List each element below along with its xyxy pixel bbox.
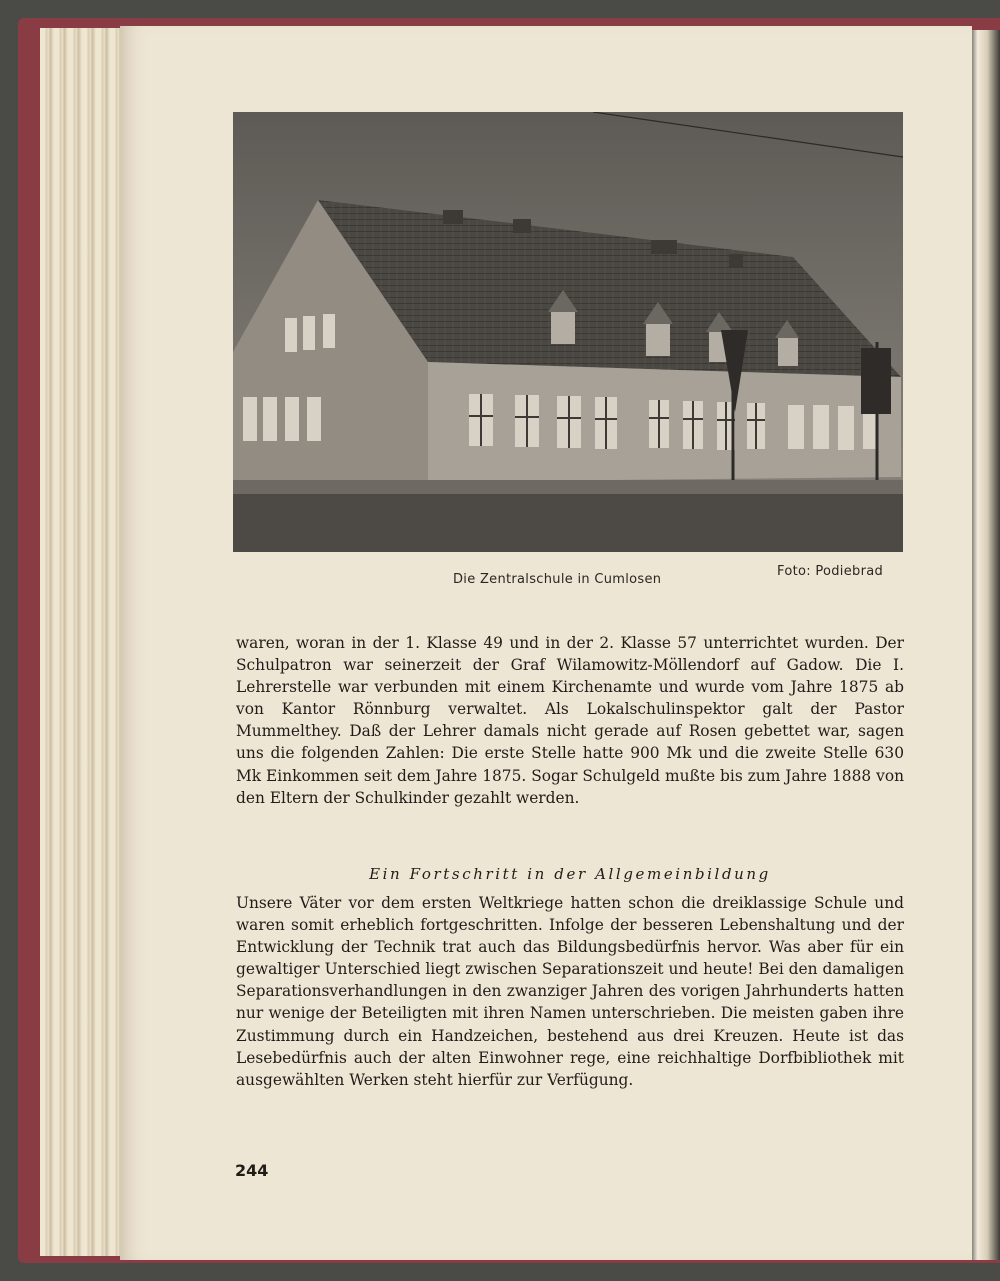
- photo-credit: Foto: Podiebrad: [777, 564, 884, 579]
- photo-caption: Die Zentralschule in Cumlosen: [453, 572, 662, 587]
- paragraph-1-text: waren, woran in der 1. Klasse 49 und in der 2. Klasse 57 unterrichtet wurden. Der Schulpatron war seinerzeit der Graf Wilamowitz-Möllendorf auf Gadow. Die I. Lehrerstelle war verbunden mit einem Kirchenamte und wurde vom Jahre 1875 ab von Kantor Rönnburg verwaltet. Als Lokalschulinspektor galt der Pastor Mummelthey. Daß der Lehrer damals nicht gerade auf Rosen gebettet war, sagen uns die folgenden Zahlen: Die erste Stelle hatte 900 Mk und die zweite Stelle 630 Mk Einkommen seit dem Jahre 1875. Sogar Schulgeld mußte bis zum Jahre 1888 von den Eltern der Schulkinder gezahlt werden.: [236, 634, 904, 807]
- book-page: [120, 26, 972, 1260]
- page-number: 244: [235, 1161, 269, 1180]
- section-heading: Ein Fortschritt in der Allgemeinbildung: [369, 865, 771, 883]
- paragraph-2-text: Unsere Väter vor dem ersten Weltkriege hatten schon die dreiklassige Schule und waren somit erheblich fortgeschritten. Infolge der besseren Lebenshaltung und der Entwicklung der Technik trat auch das Bildungsbedürfnis hervor. Was aber für ein gewaltiger Unterschied liegt zwischen Separationszeit und heute! Bei den damaligen Separationsverhandlungen in den zwanziger Jahren des vorigen Jahrhunderts hatten nur wenige der Beteiligten mit ihren Namen unterschrieben. Die meisten gaben ihre Zustimmung durch ein Handzeichen, bestehend aus drei Kreuzen. Heute ist das Lesebedürfnis auch der alten Einwohner rege, eine reichhaltige Dorfbibliothek mit ausgewählten Werken steht hierfür zur Verfügung.: [236, 894, 904, 1089]
- paragraph-1: [236, 632, 904, 809]
- school-photo: [233, 112, 903, 552]
- paragraph-2: [236, 892, 904, 1091]
- book-spine-edge: [968, 30, 1000, 1260]
